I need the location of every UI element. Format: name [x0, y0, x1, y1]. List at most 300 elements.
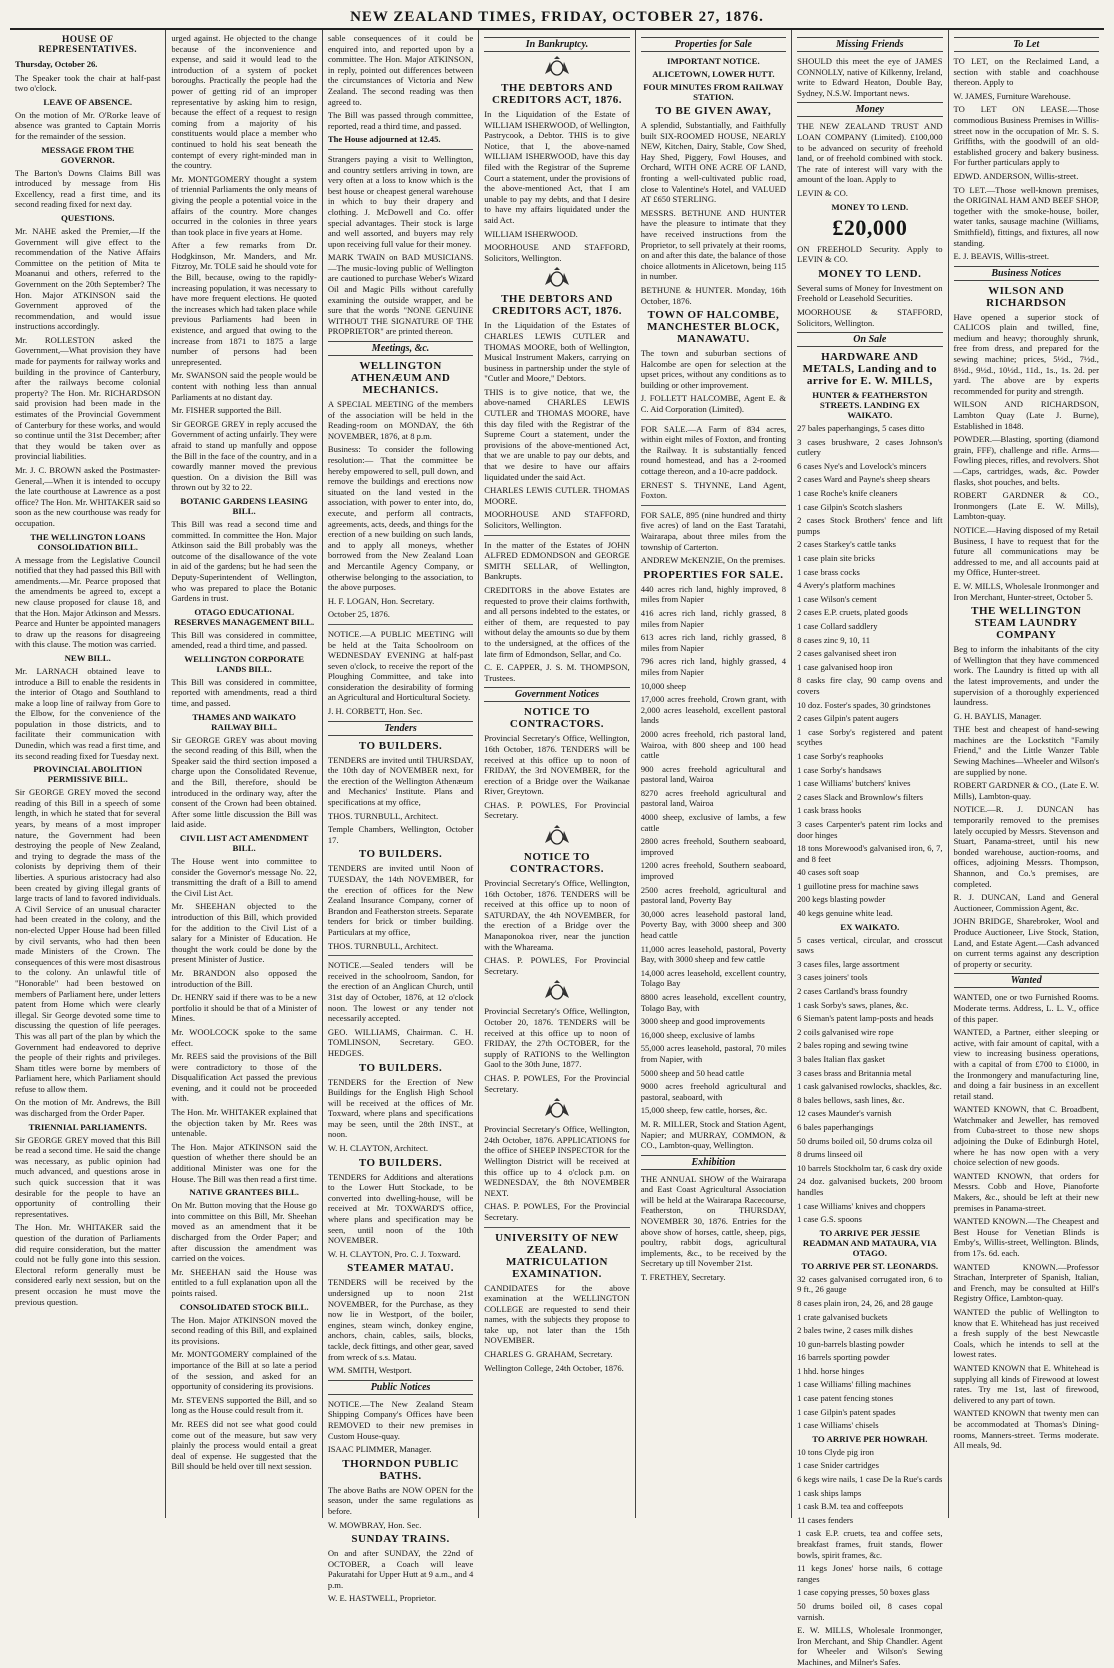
ad-heading: ALICETOWN, LOWER HUTT. — [652, 69, 775, 79]
money-amount: £20,000 — [832, 214, 908, 240]
paragraph: CREDITORS in the above Estates are requested to prove their claims forthwith, and all persons indebted to the estates, or either of them, are requested to pay without delay the amounts so due by them to the undersigned, at the offices of the late firm of Edmondson, Sellar, and Co. — [484, 584, 630, 659]
paragraph: This Bill was read a second time and committed. In committee the Hon. Major Atkinson said the Bill probably was the outcome of the disallowance of the vote in aid of the gardens; but he had seen the Deputy-Superintendent of Wellington, who was prepared to place the Botanic Gardens in trust. — [171, 518, 317, 604]
date-line: October 25, 1876. — [327, 609, 390, 620]
ad-heading: WILSON AND RICHARDSON — [986, 284, 1067, 309]
wanted-ad: WANTED KNOWN, that orders for Messrs. Cobb and Hove, Pianoforte Makers, &c., should be left at their new premises in Panama-street. — [953, 1170, 1099, 1213]
list-item: 6 cases Nye's and Lovelock's mincers — [797, 460, 927, 471]
list-item: 2 cases Stock Brothers' fence and lift pumps — [797, 515, 943, 536]
list-item: 1 case Sorby's handsaws — [797, 764, 882, 775]
paragraph: Mr. NAHE asked the Premier,—If the Government will give effect to the recommendation of the Native Affairs Committee on the petition of Mita te Moananui and others, referred to the Government on the 20th September? The Hon. Major ATKINSON said the Government approved of the recommendation, and would issue instructions accordingly. — [15, 225, 161, 332]
ad-heading: NOTICE TO CONTRACTORS. — [509, 851, 605, 876]
paragraph: Mr. J. C. BROWN asked the Postmaster-General,—When it is intended to occupy the late courthouse at Lawrence as a post office? The Hon. Mr. WHITAKER said so soon as the new courthouse was ready for occupation. — [15, 465, 161, 528]
paragraph: TO LET ON LEASE.—Those commodious Business Premises in Willis-street now in the occupation of Mr. S. S. Griffiths, with the goodwill of an old-established grocery and bakery business. For further particulars apply to — [953, 104, 1099, 168]
signature: W. JAMES, Furniture Warehouse. — [953, 90, 1071, 101]
list-item: 1200 acres freehold, Southern seaboard, improved — [640, 860, 787, 882]
signature: CHAS. P. POWLES, For Provincial Secretary. — [484, 799, 630, 821]
paragraph: THE ANNUAL SHOW of the Wairarapa and East Coast Agricultural Association will be held at the Wairarapa Racecourse, Featherston, on THURSDAY, NOVEMBER 30, 1876. Entries for the above show of horses, cattle, sheep, pigs, poultry, rabbit dogs, agricultural implements, &c., to be received by the Secretary up till November 21st. — [640, 1173, 787, 1269]
paragraph: NOTICE.—Sealed tenders will be received in the schoolroom, Sandon, for the erection of an Anglican Church, until 31st day of October, 1876, at 12 o'clock noon. The lowest or any tender not necessarily accepted. — [327, 960, 474, 1024]
section-banner: On Sale — [797, 332, 942, 347]
list-item: 1 case Gilpin's Scotch slashers — [797, 501, 903, 512]
list-item: 1 crate galvanised buckets — [797, 1311, 888, 1322]
list-item: 1 cask galvanised rowlocks, shackles, &c. — [797, 1081, 942, 1092]
list-item: 2 bales twine, 2 cases milk dishes — [797, 1325, 913, 1336]
list-item: 40 cases soft soap — [797, 867, 859, 878]
signature: MOORHOUSE & STAFFORD, Solicitors, Wellington. — [797, 306, 943, 328]
ad-heading: TO BUILDERS. — [358, 1156, 443, 1169]
list-item: 10 tons Clyde pig iron — [797, 1446, 874, 1457]
paragraph: The above Baths are NOW OPEN for the season, under the same regulations as before. — [327, 1484, 474, 1516]
section-heading: HOUSE OF REPRESENTATIVES. — [38, 35, 137, 55]
signature: WILLIAM ISHERWOOD. — [484, 228, 578, 239]
list-item: 3 cases brass and Britannia metal — [797, 1067, 912, 1078]
subheading: LEAVE OF ABSENCE. — [43, 96, 133, 107]
column-3 — [323, 30, 479, 1604]
list-item: 8 cases zinc 9, 10, 11 — [797, 634, 871, 645]
ad-heading: TO ARRIVE PER ST. LEONARDS. — [801, 1260, 939, 1271]
list-item: 10 doz. Foster's spades, 30 grindstones — [797, 699, 931, 710]
list-item: 1 case plain site bricks — [797, 553, 875, 564]
list-item: 27 bales paperhangings, 5 cases ditto — [797, 423, 925, 434]
list-item: 796 acres rich land, highly grassed, 4 miles from Napier — [640, 656, 787, 677]
list-item: 8270 acres freehold agricultural and pastoral land, Wairoa — [640, 787, 787, 809]
column-7 — [949, 30, 1104, 1518]
ad-heading: TOWN OF HALCOMBE, MANCHESTER BLOCK, MANAWATU. — [647, 309, 780, 346]
signature: W. H. CLAYTON, Pro. C. J. Toxward. — [327, 1248, 461, 1259]
signature: E. W. MILLS, Wholesale Ironmonger, Iron Merchant, and Ship Chandler. Agent for Wheeler and Wilson's Sewing Machines, and Milner's Safes. — [797, 1625, 943, 1667]
paragraph: CANDIDATES for the above examination at the WELLINGTON COLLEGE are requested to send their names, with the subjects they propose to take up, not later than the 15th NOVEMBER. — [484, 1282, 630, 1346]
paragraph: TENDERS are invited until THURSDAY, the 10th day of NOVEMBER next, for the erection of the Wellington Athenæum and Mechanics' Institute. Plans and specifications at my office, — [327, 754, 474, 808]
subheading: CIVIL LIST ACT AMENDMENT BILL. — [179, 833, 309, 853]
section-banner: To Let — [954, 37, 1099, 52]
list-item: 3 cases files, large assortment — [797, 958, 900, 969]
paragraph: Mr. BRANDON also opposed the introduction of the Bill. — [171, 967, 317, 989]
paragraph: The Bill was passed through committee, reported, read a third time, and passed. — [327, 110, 474, 131]
signature: W. E. HASTWELL, Proprietor. — [327, 1593, 437, 1604]
signature: CHAS. P. POWLES, For Provincial Secretary. — [484, 955, 630, 976]
signature: T. FRETHEY, Secretary. — [640, 1272, 726, 1283]
wanted-ad: WANTED KNOWN that twenty men can be accommodated at Thomas's Dining-rooms, Manners-street. Terms moderate. All meals, 9d. — [953, 1408, 1099, 1451]
masthead-title: NEW ZEALAND TIMES, FRIDAY, OCTOBER 27, 1876. — [350, 8, 764, 25]
list-item: 440 acres rich land, highly improved, 8 miles from Napier — [640, 583, 787, 605]
list-item: 24 doz. galvanised buckets, 200 broom handles — [797, 1176, 943, 1197]
ad-heading: WELLINGTON ATHENÆUM AND MECHANICS. — [350, 360, 451, 397]
paragraph: Strangers paying a visit to Wellington, and country settlers arriving in town, are very often at a loss to know which is the best house or cheapest general warehouse in which to buy their drapery and clothing. J. McDowell and Co. offer special advantages. Their stock is large and well assorted, and buyers may rely upon receiving full value for their money. — [327, 153, 474, 249]
columns — [10, 30, 1104, 1667]
paragraph: Mr. LARNACH obtained leave to introduce a Bill to enable the residents in the interior of Otago and Southland to make a loop line of railway from Gore to the Elbow, for the convenience of the population in those districts, and to facilitate their communication with Dunedin, which was read a first time, and its second reading fixed for Tuesday next. — [15, 665, 161, 761]
list-item: 2000 acres freehold, rich pastoral land, Wairoa, with 800 sheep and 100 head cattle — [640, 728, 787, 761]
paragraph: Mr. REES did not see what good could come out of the measure, but saw very plainly the process would entail a great deal of expense. He suggested that the Bill should be held over till next session. — [171, 1418, 317, 1472]
ad-heading: NOTICE TO CONTRACTORS. — [509, 706, 605, 731]
list-item: 1 case Williams' knives and choppers — [797, 1200, 926, 1211]
section-banner: Properties for Sale — [641, 37, 786, 52]
paragraph: The House went into committee to consider the Governor's message No. 22, transmitting the draft of a Bill to amend the Civil List Act. — [171, 856, 317, 898]
paragraph: Mr. SHEEHAN said the House was entitled to a full explanation upon all the points raised. — [171, 1266, 317, 1298]
paragraph: A splendid, Substantially, and Faithfully built SIX-ROOMED HOUSE, NEARLY NEW, Kitchen, Dairy, Stable, Cow Shed, Hay Shed, Piggery, Fowl Houses, and Orchard, WITH ONE ACRE OF LAND, fronting a well-cultivated public road, close to Valentine's Hotel, and VALUED AT £650 STERLING. — [640, 120, 787, 205]
list-item: 1 case Gilpin's patent spades — [797, 1406, 896, 1417]
section-banner: Public Notices — [328, 1380, 473, 1395]
paragraph: The Hon. Major ATKINSON said the question of whether there should be an additional Minister was one for the House. The Bill was then read a first time. — [171, 1141, 317, 1184]
ad-heading: MONEY TO LEND. — [831, 201, 909, 212]
wanted-ad: WANTED KNOWN, that C. Broadbent, Watchmaker and Jeweller, has removed from Cuba-street to those new shops adjoining the Duke of Edinburgh Hotel, where he has now open with a very choice selection of new goods. — [953, 1104, 1099, 1168]
subheading: OTAGO EDUCATIONAL RESERVES MANAGEMENT BILL. — [174, 606, 315, 627]
subheading: THAMES AND WAIKATO RAILWAY BILL. — [192, 711, 296, 732]
signature: G. H. BAYLIS, Manager. — [953, 710, 1042, 721]
signature: CHARLES G. GRAHAM, Secretary. — [484, 1349, 613, 1360]
signature: ANDREW McKENZIE, On the premises. — [640, 555, 786, 566]
list-item: 1 case galvanised hoop iron — [797, 661, 893, 672]
signature: J. FOLLETT HALCOMBE, Agent E. & C. Aid Corporation (Limited). — [640, 393, 787, 415]
paragraph: Have opened a superior stock of CALICOS plain and twilled, fine, medium and heavy; thoroughly shrunk, free from dress, and prepared for the sewing machine; prices, 5½d., 7½d., 8½d., 9½d., 10½d., 11d., 1s., 1s. 2d. per yard. The above are by experts recommended for purity and strength. — [953, 311, 1099, 396]
signature: WILSON AND RICHARDSON, Lambton Quay (Late J. Burne), Established in 1848. — [953, 399, 1099, 431]
paragraph: On the motion of Mr. O'Rorke leave of absence was granted to Captain Morris for the remainder of the session. — [15, 109, 161, 141]
paragraph: TENDERS will be received by the undersigned up to noon 21st NOVEMBER, for the Purchase, as they now lie in Westport, of the boiler, engines, steam winch, donkey engine, anchors, chain, cables, sails, blocks, tackle, deck fittings, and other gear, saved from wreck of s.s. Matau. — [327, 1277, 474, 1362]
ad-heading: UNIVERSITY OF NEW ZEALAND. MATRICULATION EXAMINATION. — [495, 1231, 619, 1280]
signature: C. E. CAPPER, J. S. M. THOMPSON, Trustees. — [484, 662, 630, 683]
list-item: 5000 sheep and 50 head cattle — [640, 1067, 745, 1078]
list-item: 2500 acres freehold, agricultural and pastoral land, Poverty Bay — [640, 884, 787, 906]
paragraph: Mr. FISHER supported the Bill. — [171, 405, 282, 416]
divider — [328, 149, 473, 150]
paragraph: Provincial Secretary's Office, Wellington, October 20, 1876. TENDERS will be received at this office up to noon of FRIDAY, the 27th OCTOBER, for the supply of RATIONS to the Wellington Gaol to the 30th June, 1877. — [484, 1006, 630, 1070]
paragraph: Sir GEORGE GREY was about moving the second reading of this Bill, when the Speaker said the third section imposed a charge upon the Consolidated Revenue, and the Bill, therefore, should be introduced in the ordinary way, after the consent of the Crown had been obtained. After some little discussion the Bill was laid aside. — [171, 734, 317, 830]
list-item: 3 cases joiners' tools — [797, 972, 868, 983]
signature: THOS. TURNBULL, Architect. — [327, 940, 439, 951]
ad-heading: TO BUILDERS. — [358, 1061, 443, 1074]
wanted-ad: WANTED, one or two Furnished Rooms. Moderate terms. Address, L. L. V., office of this paper. — [953, 992, 1099, 1024]
ad-heading: THE DEBTORS AND CREDITORS ACT, 1876. — [491, 82, 622, 106]
column-5 — [636, 30, 792, 1518]
paragraph: TENDERS are invited until Noon of TUESDAY, the 14th NOVEMBER, for the erection of offices for the New Zealand Insurance Company, corner of Brandon and Featherston streets. Separate tenders for brick or timber building. Particulars at my office, — [327, 863, 474, 937]
wanted-ad: WANTED, a Partner, either sleeping or active, with fair amount of capital, with a view to increasing business operations, with a capital of from £700 to £1000, in the Ironmongery and manufacturing line, and doing a fair business in an excellent retail stand. — [953, 1027, 1099, 1101]
list-item: 1 case Wilson's cement — [797, 593, 877, 604]
list-item: 30,000 acres leasehold pastoral land, Poverty Bay, with 3000 sheep and 300 head cattle — [640, 908, 787, 940]
list-item: 10 barrels Stockholm tar, 6 cask dry oxide — [797, 1162, 943, 1173]
list-item: 4000 sheep, exclusive of lambs, a few cattle — [640, 812, 787, 833]
signature: R. J. DUNCAN, Land and General Auctioneer, Commission Agent, &c. — [953, 892, 1099, 913]
column-6 — [792, 30, 948, 1667]
list-item: 40 kegs genuine white lead. — [797, 908, 893, 919]
list-item: 6 kegs wire nails, 1 case De la Rue's cards — [797, 1474, 943, 1485]
signature: M. R. MILLER, Stock and Station Agent, Napier; and MURRAY, COMMON, & CO., Lambton-quay, Wellington. — [640, 1118, 787, 1151]
paragraph: MESSRS. BETHUNE AND HUNTER have the pleasure to intimate that they have received instructions from the Proprietor, to sell privately at their rooms, on and after this date, the balance of those choice allotments in Alicetown, being 115 in number. — [640, 207, 787, 282]
date-line: Temple Chambers, Wellington, October 17. — [327, 824, 474, 845]
date-line: Thursday, October 26. — [15, 59, 98, 69]
list-item: 2 cases galvanised sheet iron — [797, 648, 897, 659]
signature: EDWD. ANDERSON, Willis-street. — [953, 170, 1079, 181]
ad-heading: SUNDAY TRAINS. — [351, 1533, 450, 1546]
paragraph: FOR SALE, 895 (nine hundred and thirty five acres) of land on the East Taratahi, Wairarapa, about three miles from the township of Carterton. — [640, 509, 787, 552]
list-item: 55,000 acres leasehold, pastoral, 70 miles from Napier, with — [640, 1043, 787, 1064]
paragraph: TENDERS for the Erection of New Buildings for the English High School will be received at the offices of Mr. Toxward, where plans and specifications may be seen, until the 28th INST., at noon. — [327, 1076, 474, 1140]
subheading: CONSOLIDATED STOCK BILL. — [179, 1301, 309, 1312]
paragraph: Mr. MONTGOMERY thought a system of triennial Parliaments the only means of giving the people a potential voice in the affairs of the country. More changes occurred in the colonies in three years than took place in five years at Home. — [171, 173, 317, 237]
list-item: 3 cases Carpenter's patent rim locks and door hinges — [797, 818, 943, 840]
column-4 — [479, 30, 635, 1518]
list-item: 1 cask ships lamps — [797, 1487, 862, 1498]
section-banner: Meetings, &c. — [328, 341, 473, 356]
paragraph: On the motion of Mr. Andrews, the Bill was discharged from the Order Paper. — [15, 1097, 161, 1119]
royal-crest-icon — [484, 267, 629, 289]
paragraph: This Bill was considered in committee, amended, read a third time, and passed. — [171, 629, 317, 651]
paragraph: Mr. WOOLCOCK spoke to the same effect. — [171, 1026, 317, 1048]
section-banner: Missing Friends — [797, 37, 942, 52]
list-item: 2 cases Slack and Brownlow's filters — [797, 791, 924, 802]
list-item: 2800 acres freehold, Southern seaboard, improved — [640, 836, 787, 857]
list-item: 2 bales roping and sewing twine — [797, 1040, 909, 1051]
paragraph: Several sums of Money for Investment on Freehold or Leasehold Securities. — [797, 282, 943, 304]
paragraph: The House adjourned at 12.45. — [327, 134, 441, 145]
ad-heading: TO ARRIVE PER HOWRAH. — [812, 1433, 928, 1444]
list-item: 10 gun-barrels blasting powder — [797, 1338, 905, 1349]
list-item: 50 drums boiled oil, 8 cases copal varnish. — [797, 1600, 943, 1622]
list-item: 2 cases E.P. cruets, plated goods — [797, 607, 908, 618]
royal-crest-icon — [484, 56, 629, 78]
signature: LEVIN & CO. — [797, 187, 848, 198]
date-line: Wellington College, 24th October, 1876. — [484, 1362, 624, 1373]
ad-heading: EX WAIKATO. — [840, 921, 900, 932]
paragraph: SHOULD this meet the eye of JAMES CONNOLLY, native of Kilkenny, Ireland, write to Edward Heaton, Double Bay, Sydney, N.S.W. Important news. — [797, 56, 943, 98]
paragraph: sable consequences of it could be enquired into, and reported upon by a committee. The Hon. Major ATKINSON, in reply, pointed out differences between the circumstances of Victoria and New Zealand. The second reading was then agreed to. — [327, 33, 474, 107]
list-item: 2 cases Cartland's brass foundry — [797, 986, 908, 997]
paragraph: The Hon. Major ATKINSON moved the second reading of this Bill, and explained its provisions. — [171, 1314, 317, 1346]
divider — [328, 955, 473, 956]
list-item: 2 coils galvanised wire rope — [797, 1026, 894, 1037]
signature: ISAAC PLIMMER, Manager. — [327, 1444, 432, 1455]
list-item: 8 cases plain iron, 24, 26, and 28 gauge — [797, 1297, 933, 1308]
signature: ROBERT GARDNER & CO., Ironmongers (Late E. W. Mills), Lambton-quay. — [953, 490, 1099, 522]
paragraph: FOR SALE.—A Farm of 834 acres, within eight miles of Foxton, and fronting the Railway. It is substantially fenced round homestead, and has a 2-roomed cottage thereon, and a 10-acre paddock. — [640, 423, 787, 477]
column-1 — [10, 30, 166, 1518]
signature: ERNEST S. THYNNE, Land Agent, Foxton. — [640, 479, 787, 501]
list-item: 1 case Snider cartridges — [797, 1460, 879, 1471]
signature: W. MOWBRAY, Hon. Sec. — [327, 1519, 422, 1530]
ad-heading: TO BE GIVEN AWAY, — [655, 105, 772, 117]
ad-heading: TO ARRIVE PER JESSIE READMAN AND MATAURA, VIA OTAGO. — [802, 1227, 937, 1258]
list-item: 1 hhd. horse hinges — [797, 1365, 864, 1376]
paragraph: Provincial Secretary's Office, Wellington, 16th October, 1876. TENDERS will be received at this office up to noon of SATURDAY, the 4th NOVEMBER, for the erection of a Bridge over the Manaponokoa river, near the junction with the Whareama. — [484, 878, 630, 952]
list-item: 6 Sieman's patent lamp-posts and heads — [797, 1013, 934, 1024]
royal-crest-icon — [484, 825, 629, 847]
ad-heading: HARDWARE AND METALS, Landing and to arrive for E. W. MILLS, — [802, 351, 937, 388]
list-item: 1 cask Sorby's saws, planes, &c. — [797, 999, 909, 1010]
list-item: 8800 acres leasehold, excellent country, Tolago Bay, with — [640, 991, 787, 1013]
list-item: 2 cases Ward and Payne's sheep shears — [797, 474, 931, 485]
divider — [484, 1227, 629, 1228]
paragraph: Dr. HENRY said if there was to be a new portfolio it should be that of a Minister of Mines. — [171, 992, 317, 1024]
list-item: 1 case Williams' butchers' knives — [797, 778, 911, 789]
paragraph: The town and suburban sections of Halcombe are open for selection at the upset prices, without any conditions as to building or other improvement. — [640, 348, 787, 390]
list-item: 2 cases Starkey's cattle tanks — [797, 539, 897, 550]
paragraph: In the Liquidation of the Estate of WILLIAM ISHERWOOD, of Wellington, Pastrycook, a Debtor. THIS is to give Notice, that I, the above-named WILLIAM ISHERWOOD, have this day filed with the Registrar of the Supreme Court a statement, under the provisions of the above-mentioned Act, that I am unable to pay my debts, and that I desire to have my affairs liquidated under the said Act. — [484, 109, 630, 225]
signature: WM. SMITH, Westport. — [327, 1365, 412, 1376]
wanted-ad: WANTED KNOWN.—The Cheapest and Best House for Venetian Blinds is Emby's, Willis-street, Wellington. Blinds, from 17s. 6d. each. — [953, 1216, 1099, 1258]
list-item: 1 case brass cocks — [797, 566, 860, 577]
ad-heading: IMPORTANT NOTICE. — [667, 56, 760, 66]
signature: CHARLES LEWIS CUTLER. THOMAS MOORE. — [484, 485, 630, 506]
paragraph: In the Liquidation of the Estates of CHARLES LEWIS CUTLER and THOMAS MOORE, both of Wellington, Musical Instrument Makers, carrying on business in partnership under the style of "Cutler and Moore," Debtors. — [484, 320, 630, 384]
list-item: 8 casks fire clay, 90 camp ovens and covers — [797, 675, 943, 696]
paragraph: Mr. MONTGOMERY complained of the importance of the Bill at so late a period of the session, and asked for an opportunity of considering its provisions. — [171, 1349, 317, 1392]
royal-crest-icon — [484, 980, 629, 1002]
subheading: NEW BILL. — [64, 652, 111, 663]
section-banner: Wanted — [954, 973, 1099, 988]
signature: E. J. BEAVIS, Willis-street. — [953, 251, 1050, 262]
paragraph: NOTICE.—R. J. DUNCAN has temporarily removed to the premises lately occupied by Messrs. Stevenson and Stuart, Panama-street, until his new bonded warehouse, auction-rooms, and offices, adjoining Messrs. Thompson, Shannon, and Co.'s premises, are completed. — [953, 804, 1099, 889]
paragraph: THE best and cheapest of hand-sewing machines are the Lockstitch "Family Friend," and the Little Wanzer Table Sewing Machines—Wheeler and Wilson's are supplied by none. — [953, 724, 1099, 777]
paragraph: In the matter of the Estates of JOHN ALFRED EDMONDSON and GEORGE SMITH SELLAR, of Wellington, Bankrupts. — [484, 539, 630, 582]
subheading: WELLINGTON CORPORATE LANDS BILL. — [184, 653, 304, 674]
masthead — [10, 6, 1104, 30]
subheading: BOTANIC GARDENS LEASING BILL. — [180, 495, 308, 516]
list-item: 8 bales bellows, sash lines, &c. — [797, 1094, 905, 1105]
list-item: 613 acres rich land, richly grassed, 8 miles from Napier — [640, 632, 787, 653]
list-item: 3000 sheep and good improvements — [640, 1016, 765, 1027]
paragraph: MARK TWAIN on BAD MUSICIANS.—The music-loving public of Wellington are cautioned to purchase Weber's Wizard Oil and Magic Pills without carefully examining the outside wrapper, and be sure that the words "NONE GENUINE WITHOUT THE SIGNATURE OF THE PROPRIETOR" are printed thereon. — [327, 252, 474, 337]
list-item: 18 tons Morewood's galvanised iron, 6, 7, and 8 feet — [797, 843, 943, 864]
list-item: 1 case Collard saddlery — [797, 621, 878, 631]
ad-heading: MONEY TO LEND. — [818, 267, 922, 280]
wanted-ad: WANTED KNOWN.—Professor Strachan, Interpreter of Spanish, Italian, and French, may be consulted at Hill's Registry Office, Lambton-quay. — [953, 1261, 1099, 1304]
subheading: QUESTIONS. — [60, 212, 115, 223]
ad-heading: FOUR MINUTES FROM RAILWAY STATION. — [643, 82, 784, 102]
ad-heading: THE WELLINGTON STEAM LAUNDRY COMPANY — [971, 605, 1082, 642]
list-item: 16,000 sheep, exclusive of lambs — [640, 1029, 755, 1040]
signature: J. H. CORBETT, Hon. Sec. — [327, 706, 423, 717]
list-item: 1 cask brass hooks — [797, 805, 862, 816]
list-item: 1 case Williams' filling machines — [797, 1379, 911, 1390]
ad-heading: TO BUILDERS. — [358, 739, 443, 752]
divider — [641, 505, 786, 506]
signature: E. W. MILLS, Wholesale Ironmonger and Iron Merchant, Hunter-street, October 5. — [953, 580, 1099, 602]
paragraph: ON FREEHOLD Security. Apply to LEVIN & CO. — [797, 243, 943, 265]
signature: BETHUNE & HUNTER. Monday, 16th October, 1876. — [640, 284, 787, 306]
list-item: 11 kegs Jones' horse nails, 6 cottage ranges — [797, 1563, 943, 1584]
paragraph: NOTICE.—Having disposed of my Retail Business, I have to request that for the future all communications may be addressed to me, and all accounts paid at my Office, Hunter-street. — [953, 524, 1099, 578]
paragraph: The Hon. Mr. WHITAKER said the question of the duration of Parliaments did require consideration, but the matter could not be fully gone into this session. Electoral reform generally must be considered early next session, but on the present occasion he must move the previous question. — [15, 1222, 161, 1307]
subheading: THE WELLINGTON LOANS CONSOLIDATION BILL. — [30, 531, 146, 552]
list-item: 5 cases vertical, circular, and crosscut saws — [797, 934, 943, 956]
subheading: NATIVE GRANTEES BILL. — [189, 1187, 299, 1198]
paragraph: A message from the Legislative Council notified that they had passed this Bill with amendments.—Mr. Pearce proposed that the amendments be agreed to, except a new clause proposed for clause 18, and that the Hon. Major Atkinson and Messrs. Pearce and Hunter be appointed managers to draw up the reasons for disagreeing with this clause. The motion was carried. — [15, 554, 161, 650]
paragraph: POWDER.—Blasting, sporting (diamond grain, FFF), challenge and rifle. Arms—Fowling pieces, rifles, and revolvers. Shot—Caps, cartridges, wads, &c. Powder flasks, shot pouches, and belts. — [953, 434, 1099, 487]
paragraph: Business: To consider the following resolution:— That the committee be hereby empowered to sell, pull down, and remove the buildings and erections now situated on the land vested in the association, with power to enter into, do, execute, and perform all contracts, agreements, acts, deeds, and things for the erection of a new building on such lands, and to apply all moneys, whether borrowed from the New Zealand Loan and Mercantile Agency Company, or otherwise belonging to the association, to the above purposes. — [327, 444, 474, 593]
list-item: 1 cask B.M. tea and coffeepots — [797, 1501, 904, 1512]
ad-heading: HUNTER & FEATHERSTON STREETS. LANDING EX WAIKATO. — [812, 390, 928, 421]
ad-heading: THE DEBTORS AND CREDITORS ACT, 1876. — [491, 293, 622, 318]
section-banner: Business Notices — [954, 266, 1099, 281]
divider — [484, 535, 629, 536]
paragraph: Provincial Secretary's Office, Wellington, 24th October, 1876. APPLICATIONS for the office of SHEEP INSPECTOR for the Wellington District will be received at this office up to 4 o'clock p.m. on WEDNESDAY, the 8th NOVEMBER NEXT. — [484, 1124, 630, 1198]
solicitor-line: MOORHOUSE AND STAFFORD, Solicitors, Wellington. — [484, 509, 630, 530]
subheading: MESSAGE FROM THE GOVERNOR. — [41, 144, 135, 165]
paragraph: Mr. STEVENS supported the Bill, and so long as the House could result from it. — [171, 1394, 317, 1416]
list-item: 16 barrels sporting powder — [797, 1352, 890, 1363]
signature: H. F. LOGAN, Hon. Secretary. — [327, 595, 435, 606]
list-item: 1 case Williams' chisels — [797, 1420, 879, 1431]
list-item: 11 cases fenders — [797, 1514, 854, 1525]
paragraph: NOTICE.—The New Zealand Steam Shipping Company's Offices have been REMOVED to their new premises in Custom House-quay. — [327, 1398, 474, 1441]
section-banner: Government Notices — [484, 687, 629, 702]
paragraph: After a few remarks from Dr. Hodgkinson, Mr. Manders, and Mr. Fitzroy, Mr. TOLE said he should vote for the Bill, because, owing to the rapidly-increasing population, it was necessary to have more frequent elections. He quoted the increases which had taken place while previous Parliaments had been in existence, and argued that owing to the increase from 1871 to 1875 a large number of persons had been unrepresented. — [171, 240, 317, 367]
divider — [328, 624, 473, 625]
paragraph: NOTICE.—A PUBLIC MEETING will be held at the Taita Schoolroom on WEDNESDAY EVENING at half-past seven o'clock, to receive the report of the Ploughing Committee, and take into consideration the desirability of forming an Agricultural and Horticultural Society. — [327, 628, 474, 703]
list-item: 32 cases galvanised corrugated iron, 6 to 9 ft., 26 gauge — [797, 1273, 943, 1295]
royal-crest-icon — [484, 1098, 629, 1120]
paragraph: TO LET.—Those well-known premises, the ORIGINAL HAM AND BEEF SHOP, together with the smoke-house, boiler, water tanks, sausage machine (Williams, Smithfield), fittings, and fixtures, all now standing. — [953, 184, 1099, 248]
subheading: TRIENNIAL PARLIAMENTS. — [28, 1121, 147, 1132]
section-banner: Exhibition — [641, 1155, 786, 1170]
list-item: 10,000 sheep — [640, 680, 687, 691]
paragraph: Mr. SHEEHAN objected to the introduction of this Bill, which provided for the addition to the Civil List of a salary for a Minister of Education. He thought the work could be done by the present Minister of Justice. — [171, 901, 317, 965]
paragraph: Mr. REES said the provisions of the Bill were contradictory to those of the Disqualification Act passed the previous evening, and it could not be proceeded with. — [171, 1051, 317, 1104]
list-item: 1 case G.S. spoons — [797, 1214, 862, 1225]
divider — [641, 419, 786, 420]
paragraph: JOHN BRIDGE, Sharebroker, Wool and Produce Auctioneer, Live Stock, Station, Land, and Estate Agent.—Cash advanced on current terms against any description of property or security. — [953, 916, 1099, 969]
list-item: 1 case patent fencing stones — [797, 1393, 894, 1404]
paragraph: Sir GEORGE GREY moved that this Bill be read a second time. He said the change was necessary, as public opinion had much advanced, and questions arose in such quick succession that it was desirable for the people to have an opportunity of controlling their representatives. — [15, 1134, 161, 1219]
paragraph: A SPECIAL MEETING of the members of the association will be held in the Reading-room on MONDAY, the 6th NOVEMBER, 1876, at 8 p.m. — [327, 399, 474, 441]
signature: CHAS. P. POWLES, For the Provincial Secretary. — [484, 1201, 630, 1222]
list-item: 2 cases Gilpin's patent augers — [797, 713, 899, 724]
ad-heading: THORNDON PUBLIC BATHS. — [342, 1457, 459, 1482]
paragraph: TENDERS for Additions and alterations to the Lower Hutt Stockade, to be converted into dwelling-house, will be received at Mr. TOXWARD'S office, where plans and specification may be seen, until noon of the 10th NOVEMBER. — [327, 1171, 474, 1246]
list-item: 12 cases Maunder's varnish — [797, 1108, 892, 1119]
wanted-ad: WANTED the public of Wellington to know that E. Whitehead has just received a fresh supply of the best Newcastle Coals, which he intends to sell at the lowest rates. — [953, 1306, 1099, 1360]
paragraph: Beg to inform the inhabitants of the city of Wellington that they have commenced work. The Laundry is fitted up with all the latest improvements, and under the supervision of a thoroughly experienced laundress. — [953, 644, 1099, 708]
signature: THOS. TURNBULL, Architect. — [327, 810, 439, 821]
list-item: 15,000 sheep, few cattle, horses, &c. — [640, 1105, 768, 1116]
list-item: 9000 acres freehold agricultural and pastoral, seaboard, with — [640, 1081, 787, 1102]
wanted-ad: WANTED KNOWN that E. Whitehead is supplying all kinds of Firewood at lowest rates. Try me 1st, last of firewood, delivered to any part of town. — [953, 1362, 1099, 1405]
signature: W. H. CLAYTON, Architect. — [327, 1143, 429, 1154]
paragraph: On Mr. Button moving that the House go into committee on this Bill, Mr. Sheehan moved as an amendment that it be discharged from the Order Paper; and after discussion the amendment was carried on the voices. — [171, 1200, 317, 1264]
list-item: 3 cases brushware, 2 cases Johnson's cutlery — [797, 436, 943, 458]
list-item: 1 case Roche's knife cleaners — [797, 488, 898, 499]
paragraph: Sir GEORGE GREY moved the second reading of this Bill in a speech of some length, in which he stated that for several years, by means of a most improper nature, the Government had been destroying the people of New Zealand, and trying to degrade the mass of the colonists by depriving them of their liberties. A spurious aristocracy had also been created by giving illegal grants of large tracts of land to favored individuals. A Civil Service of an unusual character had been created in the colony, and the non-elected Upper House had been filled by civil servants, who had then been made Ministers of the Crown. The consequences of this were most disastrous to the colony. An unlawful title of "Honorable" had been bestowed on members of Parliament here, under letters patent from Home which were clearly illegal. Sir George devoted some time to discussing the question of life peerages. This was all part of the plan by which the Government had endeavored to deprive the people of their rights and privileges. Sham titles were borne by members of Parliament here, which Parliament should refuse to allow them. — [15, 787, 161, 1094]
paragraph: Sir GEORGE GREY in reply accused the Government of acting unfairly. They were afraid to stand up manfully and oppose the Bill in the face of the country, and in a cowardly manner moved the previous question. On a division the Bill was thrown out by 32 to 22. — [171, 418, 317, 493]
ad-heading: TO BUILDERS. — [358, 848, 443, 861]
list-item: 1 case Sorby's reaphooks — [797, 750, 884, 761]
paragraph: TO LET, on the Reclaimed Land, a section with stable and coachhouse thereon. Apply to — [953, 56, 1099, 88]
list-item: 4 Avery's platform machines — [797, 580, 896, 591]
list-item: 6 bales paperhangings — [797, 1121, 874, 1132]
subheading: PROVINCIAL ABOLITION PERMISSIVE BILL. — [33, 764, 143, 785]
paragraph: urged against. He objected to the change because of the inconvenience and expense, and said it would lead to the introduction of a system of pocket boroughs. Practically the people had the power of getting rid of an improper representative by asking him to resign, because the effect of a request to resign coming from a majority of his constituents would place a member who continued to hold his seat beneath the contempt of every right-minded man in the country. — [171, 33, 317, 171]
paragraph: This Bill was considered in committee, reported with amendments, read a third time, and passed. — [171, 676, 317, 709]
list-item: 8 drums linseed oil — [797, 1149, 863, 1160]
list-item: 900 acres freehold agricultural and pastoral land, Wairoa — [640, 763, 787, 785]
list-item: 17,000 acres freehold, Crown grant, with 2,000 acres leasehold, excellent pastoral lands — [640, 694, 787, 726]
list-item: 3 bales Italian flax gasket — [797, 1054, 885, 1064]
ad-heading: PROPERTIES FOR SALE. — [643, 568, 784, 581]
list-item: 1 case Sorby's registered and patent scythes — [797, 726, 943, 748]
section-banner: Money — [797, 102, 942, 117]
paragraph: On and after SUNDAY, the 22nd of OCTOBER, a Coach will leave Pakuratahi for Upper Hutt at 9 a.m., and 4 p.m. — [327, 1548, 474, 1590]
paragraph: Mr. ROLLESTON asked the Government,—What provision they have made for payments for railway works and building in the province of Canterbury, after the railways become colonial property? The Hon. Mr. RICHARDSON said provision had been made in the estimates of the Provincial Government of Canterbury for these works, and would so continue until the 31st December; after that they would be taken over as provincial liabilities. — [15, 334, 161, 462]
section-banner: In Bankruptcy. — [484, 37, 629, 52]
list-item: 200 kegs blasting powder — [797, 894, 886, 905]
list-item: 1 cask E.P. cruets, tea and coffee sets, breakfast frames, fruit stands, flower bowls, spirit frames, &c. — [797, 1528, 943, 1560]
list-item: 1 guillotine press for machine saws — [797, 880, 919, 891]
paragraph: The Barton's Downs Claims Bill was introduced by message from His Excellency, read a first time, and its second reading fixed for next day. — [15, 167, 161, 210]
solicitor-line: MOORHOUSE AND STAFFORD, Solicitors, Wellington. — [484, 242, 630, 263]
paragraph: Provincial Secretary's Office, Wellington, 16th October, 1876. TENDERS will be received at this office up to noon of FRIDAY, the 3rd NOVEMBER, for the erection of a Bridge over the Waikanae River, Greytown. — [484, 733, 630, 797]
signature: CHAS. P. POWLES, For the Provincial Secretary. — [484, 1072, 630, 1094]
paragraph: Mr. SWANSON said the people would be content with nothing less than annual Parliaments at no distant day. — [171, 370, 317, 402]
list-item: 1 case copying presses, 50 boxes glass — [797, 1587, 930, 1598]
column-2 — [166, 30, 322, 1518]
ad-heading: STEAMER MATAU. — [347, 1262, 454, 1275]
